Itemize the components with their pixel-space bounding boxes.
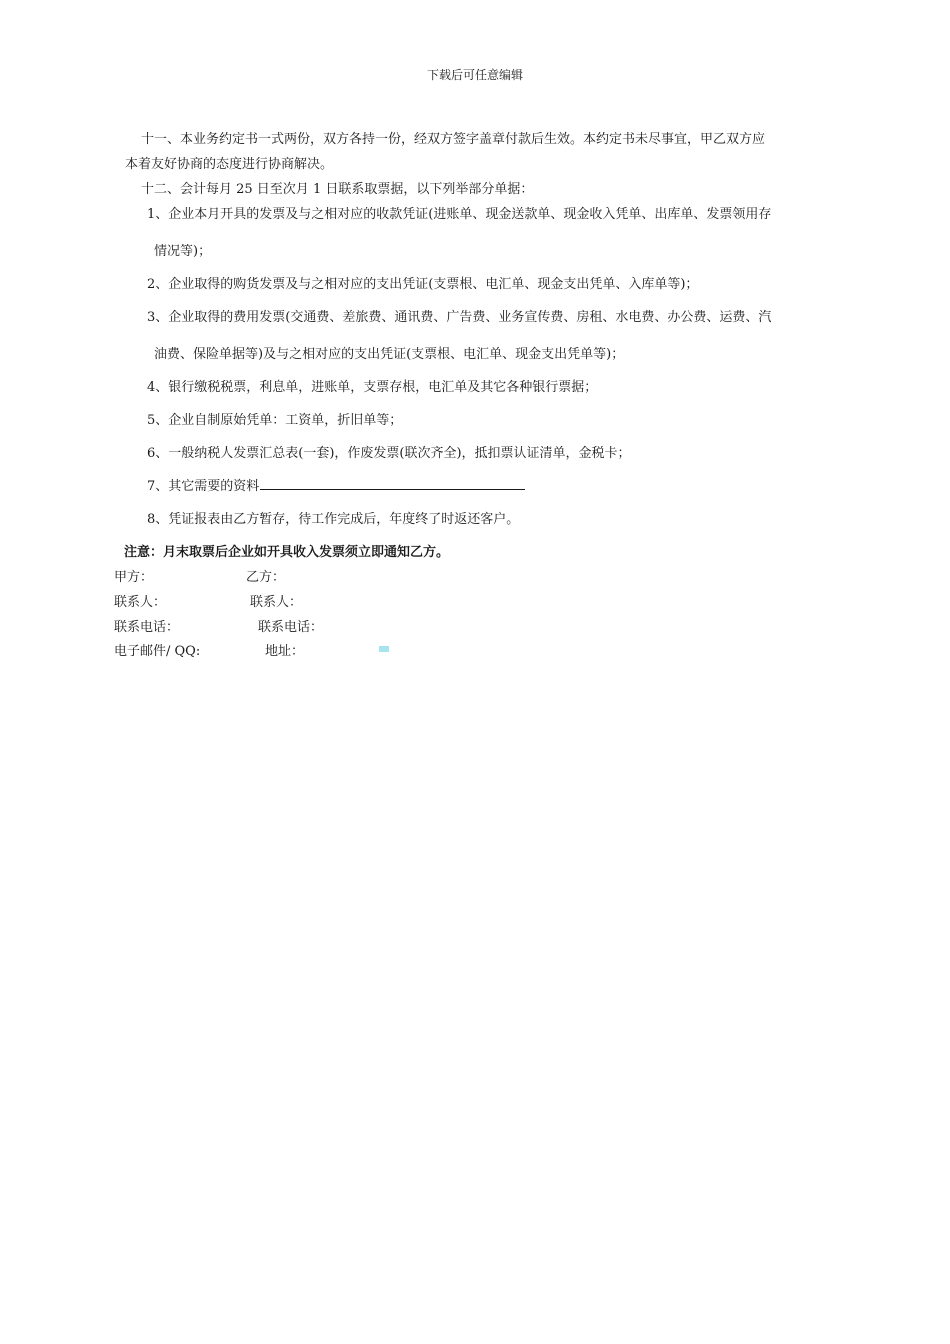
- notice-text: 注意：月末取票后企业如开具收入发票须立即通知乙方。: [124, 545, 450, 560]
- email-qq-a-label: 电子邮件/ QQ:: [114, 644, 201, 659]
- item-1-line-2: 情况等)；: [154, 244, 212, 259]
- item-6: 6、一般纳税人发票汇总表(一套)，作废发票(联次齐全)，抵扣票认证清单，金税卡；: [147, 446, 631, 461]
- address-b-label: 地址：: [265, 644, 305, 659]
- item-7-row: [147, 475, 525, 494]
- item-5: 5、企业自制原始凭单：工资单，折旧单等；: [147, 413, 403, 428]
- item-3-line-2: 油费、保险单据等)及与之相对应的支出凭证(支票根、电汇单、现金支出凭单等)；: [154, 347, 625, 362]
- contact-person-b-label: 联系人：: [250, 595, 303, 610]
- item-1-line-1: 1、企业本月开具的发票及与之相对应的收款凭证(进账单、现金送款单、现金收入凭单、出库单、发票领用存: [147, 207, 772, 222]
- item-3-line-1: 3、企业取得的费用发票(交通费、差旅费、通讯费、广告费、业务宣传费、房租、水电费、办公费、运费、汽: [147, 310, 772, 325]
- clause-11-line-2: 本着友好协商的态度进行协商解决。: [125, 157, 334, 172]
- item-8: 8、凭证报表由乙方暂存，待工作完成后，年度终了时返还客户。: [147, 512, 520, 527]
- item-2: 2、企业取得的购货发票及与之相对应的支出凭证(支票根、电汇单、现金支出凭单、入库单等)；: [147, 277, 699, 292]
- clause-11-line-1: 十一、本业务约定书一式两份，双方各持一份，经双方签字盖章付款后生效。本约定书未尽事宜，甲乙双方应: [141, 132, 766, 147]
- header-note: 下载后可任意编辑: [426, 68, 523, 82]
- party-b-label: 乙方：: [246, 570, 286, 585]
- contact-person-a-label: 联系人：: [114, 595, 167, 610]
- phone-b-label: 联系电话：: [258, 620, 324, 635]
- item-7: 7、其它需要的资料: [147, 479, 260, 494]
- party-a-label: 甲方：: [114, 570, 154, 585]
- highlight-marker: [379, 646, 389, 652]
- item-4: 4、银行缴税税票，利息单，进账单，支票存根，电汇单及其它各种银行票据；: [147, 380, 598, 395]
- phone-a-label: 联系电话：: [114, 620, 180, 635]
- other-materials-blank: [260, 476, 525, 490]
- clause-12-title: 十二、会计每月 25 日至次月 1 日联系取票据，以下列举部分单据：: [141, 182, 534, 197]
